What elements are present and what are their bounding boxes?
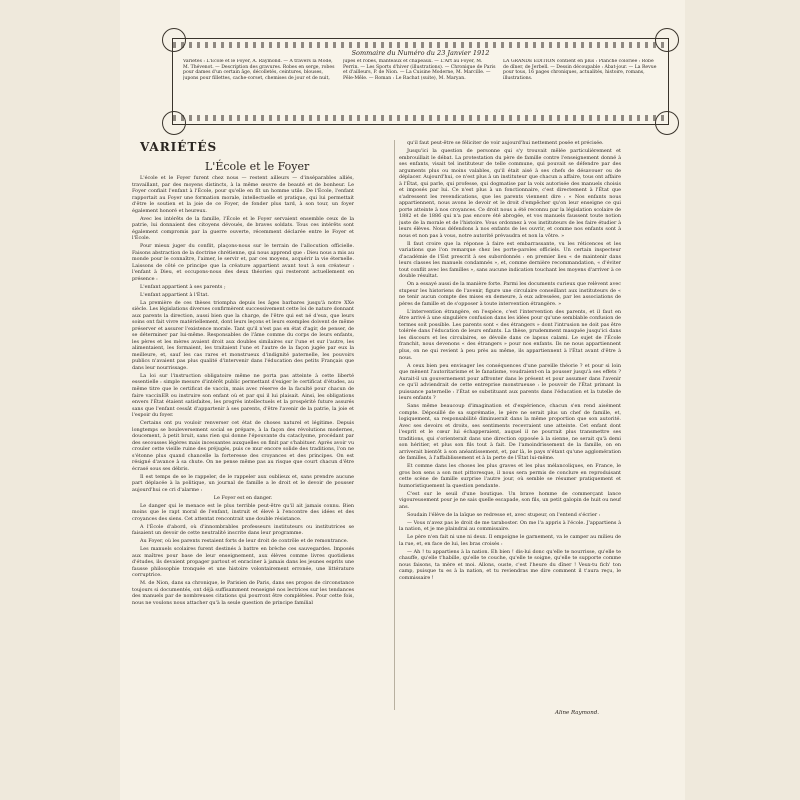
summary-col-1: Variétés : L'École et le Foyer, A. Raymond. — A travers la Mode, M. Thévenot. — Description des gravures. Robes en serge, robes pour dames d'un certain âge, décolletés, ceintures, blouses, jupons pour fillettes, cache-corset, chemises de jour et de nuit, <box>183 59 335 82</box>
paragraph: qu'il faut peut-être se féliciter de voir aujourd'hui nettement posée et précisée. <box>407 140 604 146</box>
paragraph: L'école et le Foyer furent chez nous — restent ailleurs — d'inséparables alliés, travaillant, par des moyens distincts, à la même œuvre de beauté et de bonheur. Le Foyer confiait l'enfant à l'École, pour qu'elle en fît un homme utile. De l'École, l'enfant rapportait au Foyer une formation morale, intellectuelle et pratique, qui lui permettait d'être le soutien et la joie de ce Foyer, de fonder plus tard, à son tour, un foyer également honoré et heureux. <box>132 175 354 214</box>
paragraph: L'enfant appartient à ses parents ; <box>140 283 226 290</box>
paragraph: M. de Nion, dans sa chronique, le Parisien de Paris, dans ses propos de circonstance toujours si documentés, ont déjà suffisamment renseigné nos lectrices sur les tendances des manuels par de nombreuses citations qui pourront être complétées. Pour cette fois, nous ne voulons nous attacher qu'à la seule question de principe familial <box>132 580 354 606</box>
paragraph: L'enfant appartient à l'État. <box>140 291 209 298</box>
paragraph: — Vous n'avez pas le droit de me taraboster. On me l'a appris à l'école. J'appartiens à la nation, et je me plaindrai au commissaire. <box>399 519 621 533</box>
paragraph: La loi sur l'instruction obligatoire même ne porta pas atteinte à cette liberté essentielle : simple mesure d'intérêt public permettant d'exiger le certificat d'études, au même titre que le certificat de vaccin, mais avec réserve de la faculté pour chacun de faire vaccinER ou instruire son enfant où et par qui il lui plaisait. Ainsi, les obligations envers l'État étaient satisfaites, les progrès intellectuels et la prospérité future assurés sans que l'enfant cessât d'appartenir à ses parents, d'être l'avenir de la patrie, la joie et l'espoir du foyer. <box>132 372 354 419</box>
section-title: VARIÉTÉS <box>140 140 218 154</box>
article-title: L'École et le Foyer <box>205 160 310 173</box>
paragraph: Les manuels scolaires furent destinés à battre en brèche ces sauvegardes. Imposés aux maîtres pour base de leur enseignement, aux élèves comme livres quotidiens d'études, ils devaient propager partout et enraciner à jamais dans les jeunes esprits une fausse philosophie tronquée et une histoire volontairement erronée, une littérature corruptrice. <box>132 546 354 579</box>
paragraph: Il est temps de se le rappeler, de le rappeler aux oublieux et, sans prendre aucune part déplacée à la politique, un journal de famille a le droit et le devoir de pousser aujourd'hui ce cri d'alarme : <box>132 473 354 493</box>
paragraph: Le père n'en fait ni une ni deux. Il empoigne le garnement, va le camper au milieu de la rue, et, en face de lui, les bras croisés : <box>399 534 621 547</box>
border-ornament <box>173 42 668 48</box>
paragraph: L'intervention étrangère, en l'espèce, c'est l'intervention des parents, et il faut en être arrivé à une singulière confusion dans les idées pour qu'une semblable confusion de termes soit possible. Les parents sont « des étrangers » dont l'intrusion ne doit pas être tolérée dans l'éducation de leurs enfants. La thèse, prudemment masquée jusqu'ici dans les discours et les circulaires, se dévoile dans ce lapsus calami. Le sujet de l'École franchit, nous devenons « des étrangers » pour nos enfants. Ils ne nous appartiennent plus, on ne qui revient à peu près au même, ils appartiennent à l'État avant d'être à nous. <box>399 308 621 361</box>
paragraph: Le danger qui le menace est le plus terrible peut-être qu'il ait jamais connu. Bien moins que le rapt moral de l'enfant, instruit et élevé à l'encontre des idées et des croyances des siens. Cet attentat rencontrait une double résistance. <box>132 502 354 522</box>
paragraph: Jusqu'ici la question de personne qui s'y trouvait mêlée particulièrement et embrouillait le débat. La protestation du père de famille contre l'enseignement donné à ses enfants, visait tel instituteur de telle commune, qui pouvait se défendre par des arguments plus ou moins valables, qu'il était aisé à ses chefs de désavouer ou de déplacer. Aujourd'hui, ce n'est plus à un instituteur que chacun a affaire, tous ont affaire à l'État, qui parle, qui professe, qui dogmatise par la voix autorisée des manuels choisis et imposés par lui. Ce n'est plus à un fonctionnaire, c'est directement à l'État que s'adressent les revendications, que les parents viennent dire : « Nos enfants nous appartiennent, nous avons le devoir et le droit d'empêcher qu'on leur enseigne ce qui porte atteinte à nos croyances. Ce droit nous a été reconnu par la législation scolaire de 1882 et de 1886 qui n'a pas encore été abrogée, et vos manuels faussent toute notion juste de la morale et de l'histoire. Vous ordonnez à vos instituteurs de les faire étudier à leurs élèves. Nous défendons à nos enfants de les ouvrir, et comme nos enfants sont à nous et non pas à vous, notre autorité prévaudra et non la vôtre. » <box>399 148 621 239</box>
paragraph: Sans même beaucoup d'imagination et d'expérience, chacun s'en rend aisément compte. Dépouillé de sa suprématie, le père ne serait plus un chef de famille, et, logiquement, sa responsabilité diminuerait dans la même proportion que son autorité. Avec ses devoirs et droits, ses sentiments recevraient une atteinte. Cet enfant dont l'esprit et le cœur lui échapperaient, auquel il ne pourrait plus transmettre ses traditions, qui s'orienterait dans une direction opposée à la sienne, ne serait qu'à demi son héritier, et plus son fils tout à fait. De l'amoindrissement de la famille, on en arriverait bientôt à son anéantissement, et, par là, le pays n'étant qu'une agglomération de familles, à l'affaiblissement et à la perte de l'État lui-même. <box>399 403 621 462</box>
summary-box <box>172 38 669 125</box>
left-column <box>132 175 354 745</box>
right-column <box>399 140 621 680</box>
paragraph: C'est sur le seuil d'une boutique. Un brave homme de commerçant lance vigoureusement pour je ne sais quelle escapade, son fils, un petit galopin de huit ou neuf ans. <box>399 490 621 510</box>
paragraph: Au Foyer, où les parents restaient forts de leur droit de contrôle et de remontrance. <box>140 538 349 545</box>
summary-col-3: LA GRANDE ÉDITION contient en plus : Planche coloriée : Robe de dîner, de Jerbell. — Dessin découpable : Abat-jour. — La Revue pour tous, 16 pages chroniques, actualités, histoire, romans, illustrations. <box>503 59 657 82</box>
magazine-page <box>120 0 685 800</box>
paragraph: Pour mieux juger du conflit, plaçons-nous sur le terrain de l'allocution officielle. Faisons abstraction de la doctrine chrétienne, qui nous apprend que : Dieu nous a mis au monde pour le connaître, l'aimer, le servir et, par ces moyens, acquérir la vie éternelle. Laissons de côté ce principe que la créature appartient avant tout à son créateur : l'enfant à Dieu, et occupons-nous des deux théories qui resteront actuellement en présence : <box>132 243 354 282</box>
paragraph: Avec les intérêts de la famille, l'École et le Foyer servaient ensemble ceux de la patrie, lui donnaient des citoyens dévoués, de braves soldats. Tous ces intérêts sont également compromis par la guerre ouverte, récemment déclarée entre le Foyer et l'École. <box>132 215 354 242</box>
right-margin <box>685 0 800 800</box>
paragraph: Il faut croire que la réponse à faire est embarrassante, vu les réticences et les variations que l'on remarque chez les porte-paroles officiels. Un certain inspecteur d'académie de l'Est prescrit à ses subordonnés : en premier lieu « de maintenir dans leurs classes les manuels condamnés », et, comme dernière recommandation, « d'éviter tout conflit avec les familles », sans aucune indication touchant les moyens d'arriver à ce double résultat. <box>399 240 621 280</box>
paragraph: Et comme dans les choses les plus graves et les plus mélancoliques, en France, le gros bon sens a son mot pittoresque, il nous sera permis de conclure en reproduisant cette scène de famille surprise l'autre jour, où semble se résumer pratiquement et humoristiquement la question pendante. <box>399 463 621 489</box>
left-margin <box>0 0 120 800</box>
author-signature: Aline Raymond. <box>555 710 600 716</box>
summary-col-2: jupes et robes, manteaux et chapeaux. — L'Art au Foyer, M. Perrin. — Les Sports d'hiver (illustrations). — Chronique de Paris et d'ailleurs, P. de Nion. — La Cuisine Moderne, M. Marcille. — Pêle-Mêle. — Roman : Le Rachat (suite), M. Maryan. <box>343 59 496 82</box>
paragraph: A ceux bien peu envisager les conséquences d'une pareille théorie ? et pour si loin que mènent l'autoritarisme et le fanatisme, voudraient-on la pousser jusqu'à ses effets ? Aurait-il un gouvernement pour affronter dans le présent et pour assumer dans l'avenir ce qu'il adviendrait de cette entreprise monstrueuse : le pouvoir de l'État primant la puissance paternelle : l'État se substituant aux parents dans l'éducation et la tutelle de leurs enfants ? <box>399 362 621 402</box>
paragraph: A l'École d'abord, où d'innombrables professeurs instituteurs ou institutrices se faisaient un devoir de cette neutralité inscrite dans leur programme. <box>132 523 354 537</box>
paragraph: Le Foyer est en danger. <box>213 494 273 501</box>
paragraph: Soudain l'élève de la laïque se redresse et, avec stupeur, on l'entend s'écrier : <box>407 511 601 518</box>
paragraph: Certains ont pu vouloir renverser cet état de choses naturel et légitime. Depuis longtemps se bouleversement social se prépare, à la façon des révolutions modernes, doucement, à petit bruit, sans rien qui donne l'épouvante du cataclysme, procédant par des secousses légères mais incessantes auxquelles on finit par s'habituer. Après avoir vu crouler cette vieille ruine des préjugés, puis ce mur encore solide des traditions, l'on ne s'étonne plus quand chancelle la forteresse des croyances et des principes. On est résigné d'avance à sa chute. On ne pense même pas au risque que court chacun d'être écrasé sous ses débris. <box>132 420 354 472</box>
border-ornament <box>173 115 668 121</box>
summary-title: Sommaire du Numéro du 23 Janvier 1912 <box>351 49 490 57</box>
paragraph: La première de ces thèses triompha depuis les âges barbares jusqu'à notre XXe siècle. Les législations diverses confirmèrent successivement cette loi de nature donnant aux parents la direction, aussi bien que la charge, de l'être qui est né d'eux, que leurs soins ont fait vivre matériellement, dont leurs leçons et leurs exemples doivent de même préserver et assurer l'existence morale. Tant qu'il n'est pas en état d'agir, de penser, de se déterminer par lui-même. Responsables de l'âme comme du corps de leurs enfants, les pères et les mères avaient droit aux doubles similaires sur l'une et sur l'autre, les alimentaient, les formaient, les traitaient l'une et l'autre de la façon jugée par eux la meilleure, et, sauf les cas rares et monstrueux d'indignité paternelle, les pouvoirs publics n'avaient pas plus qualité d'intervenir dans l'éducation des petits Français que dans leur nourrissage. <box>132 299 354 371</box>
paragraph: On a essayé aussi de la manière forte. Parmi les documents curieux que relèvent avec stupeur les historiens de l'avenir, figure une circulaire conseillant aux instituteurs de « ne tenir aucun compte des mises en demeure, à eux adressées, par les associations de pères de famille et de s'opposer à toute intervention étrangère. » <box>399 281 621 307</box>
column-divider <box>394 140 395 710</box>
paragraph: — Ah ! tu appartiens à la nation. Eh bien ! dis-lui donc qu'elle te nourrisse, qu'elle te chauffe, qu'elle t'habille, qu'elle te couche, qu'elle te soigne, qu'elle te supporte comme nous faisons, ta mère et moi. Allons, ouste, c'est l'heure du dîner ! Veux-tu fich' ton camp, puisque tu es à la nation, et tu reviendras me dire comment il t'aura reçu, le commissaire ! <box>399 548 621 581</box>
summary-columns <box>183 59 658 82</box>
